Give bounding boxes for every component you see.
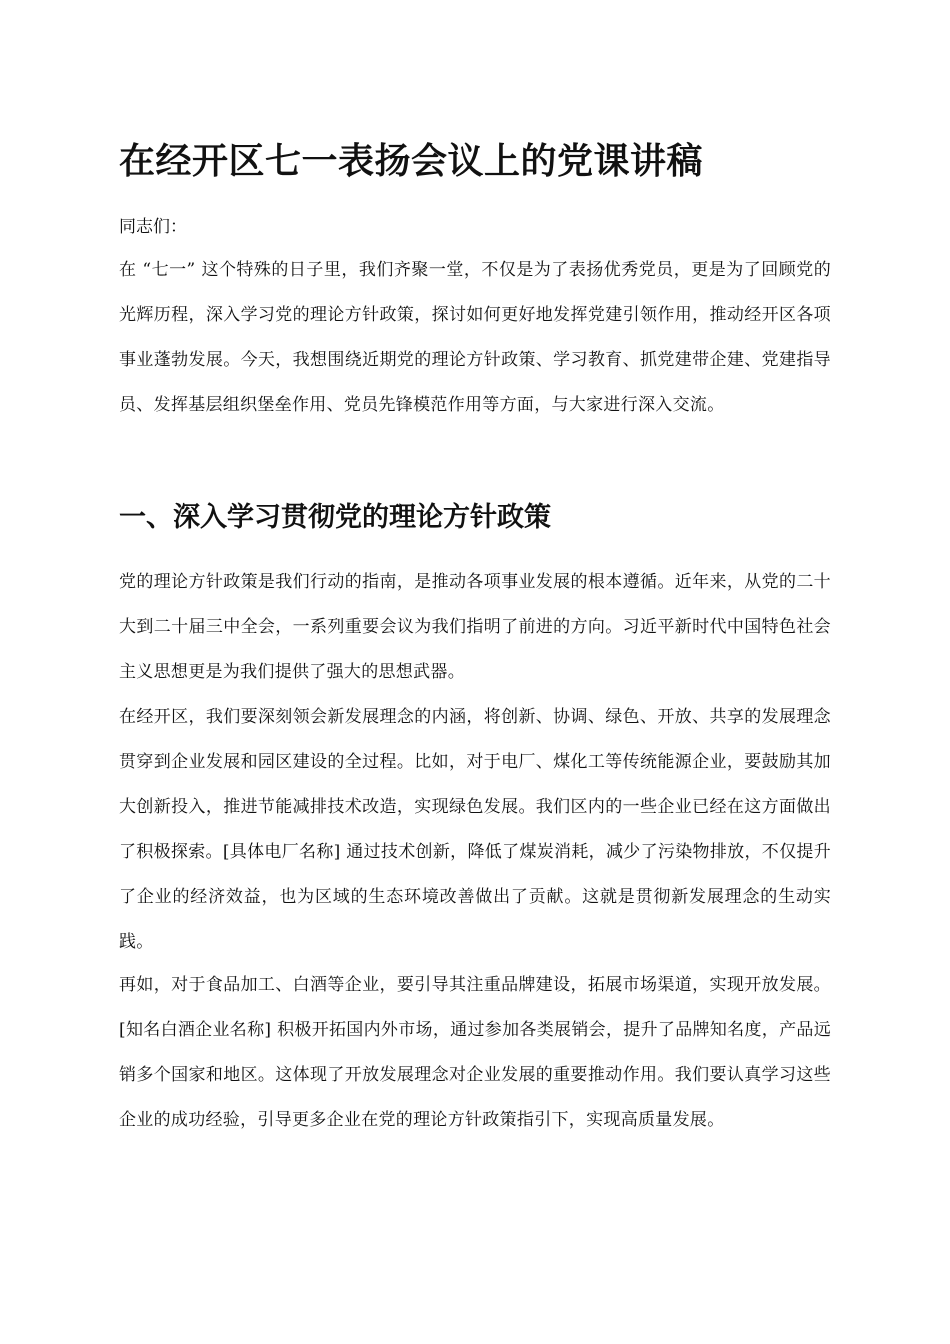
section-1-paragraph-3: 再如，对于食品加工、白酒等企业，要引导其注重品牌建设，拓展市场渠道，实现开放发展。[知名白酒企业名称] 积极开拓国内外市场，通过参加各类展销会，提升了品牌知名度，产品远销多个国家和地区。这体现了开放发展理念对企业发展的重要推动作用。我们要认真学习这些企业的成功经验，引导更多企业在党的理论方针政策指引下，实现高质量发展。 [119, 975, 831, 1130]
greeting: 同志们： [119, 217, 187, 237]
document-title: 在经开区七一表扬会议上的党课讲稿 [119, 141, 704, 182]
section-1-paragraph-1: 党的理论方针政策是我们行动的指南，是推动各项事业发展的根本遵循。近年来，从党的二十大到二十届三中全会，一系列重要会议为我们指明了前进的方向。习近平新时代中国特色社会主义思想更是为我们提供了强大的思想武器。 [119, 572, 831, 682]
intro-paragraph: 在 “七一” 这个特殊的日子里，我们齐聚一堂，不仅是为了表扬优秀党员，更是为了回顾党的光辉历程，深入学习党的理论方针政策，探讨如何更好地发挥党建引领作用，推动经开区各项事业蓬勃发展。今天，我想围绕近期党的理论方针政策、学习教育、抓党建带企建、党建指导员、发挥基层组织堡垒作用、党员先锋模范作用等方面，与大家进行深入交流。 [119, 260, 831, 415]
section-heading-1: 一、深入学习贯彻党的理论方针政策 [119, 502, 551, 533]
section-1-paragraph-2: 在经开区，我们要深刻领会新发展理念的内涵，将创新、协调、绿色、开放、共享的发展理念贯穿到企业发展和园区建设的全过程。比如，对于电厂、煤化工等传统能源企业，要鼓励其加大创新投入，推进节能减排技术改造，实现绿色发展。我们区内的一些企业已经在这方面做出了积极探索。[具体电厂名称] 通过技术创新，降低了煤炭消耗，减少了污染物排放，不仅提升了企业的经济效益，也为区域的生态环境改善做出了贡献。这就是贯彻新发展理念的生动实践。 [119, 707, 831, 952]
